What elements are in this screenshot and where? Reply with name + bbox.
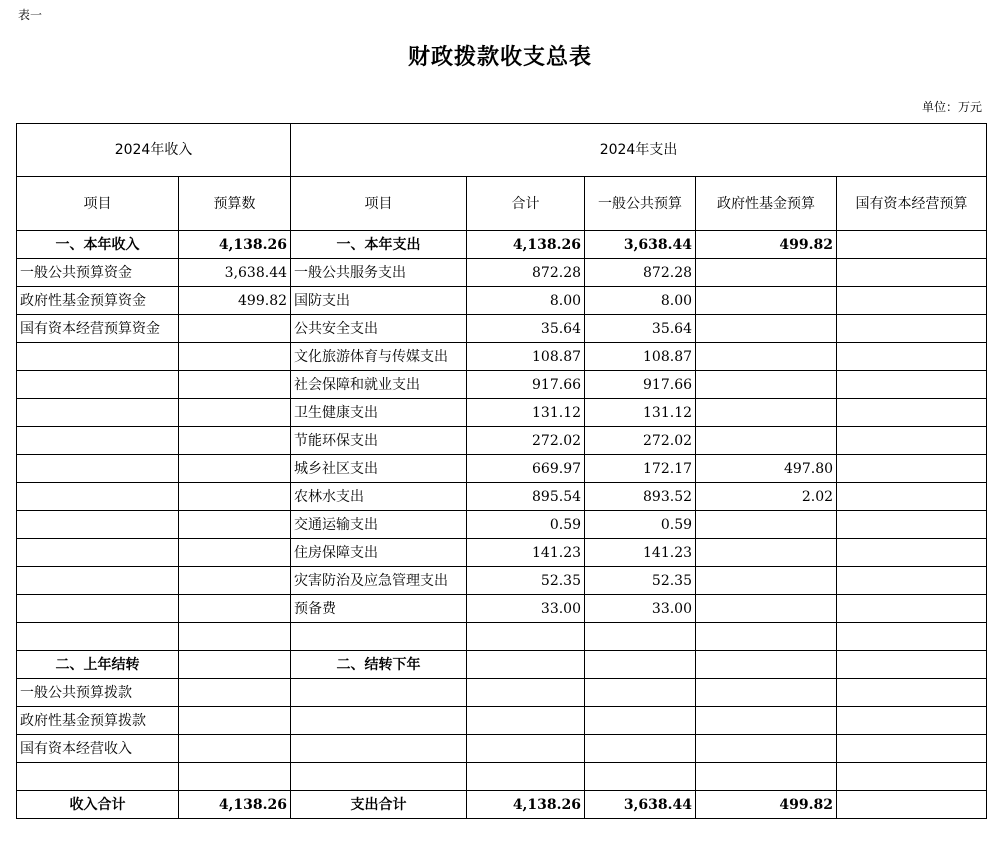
empty-cell: [837, 623, 987, 651]
empty-cell: [467, 651, 585, 679]
expense-item-label: 节能环保支出: [291, 427, 467, 455]
expense-item-fund: [696, 511, 837, 539]
current-expense-label: 一、本年支出: [291, 231, 467, 259]
empty-cell: [17, 399, 179, 427]
carryover-item-label: 政府性基金预算拨款: [17, 707, 179, 735]
table-row: [17, 595, 987, 623]
expense-item-label: 卫生健康支出: [291, 399, 467, 427]
expense-item-label: 一般公共服务支出: [291, 259, 467, 287]
expense-item-total: 131.12: [467, 399, 585, 427]
expense-group-header: 2024年支出: [291, 124, 987, 177]
empty-cell: [17, 427, 179, 455]
expense-item-header: 项目: [291, 177, 467, 231]
expense-item-label: 预备费: [291, 595, 467, 623]
empty-cell: [179, 455, 291, 483]
expense-item-state: [837, 483, 987, 511]
expense-item-general: 131.12: [585, 399, 696, 427]
empty-cell: [291, 735, 467, 763]
expense-item-general: 172.17: [585, 455, 696, 483]
table-row: [17, 455, 987, 483]
expense-item-total: 0.59: [467, 511, 585, 539]
expense-item-state: [837, 427, 987, 455]
empty-cell: [696, 623, 837, 651]
expense-item-fund: [696, 595, 837, 623]
empty-cell: [17, 623, 179, 651]
expense-item-general: 108.87: [585, 343, 696, 371]
empty-cell: [585, 735, 696, 763]
page-title: 财政拨款收支总表: [407, 44, 592, 70]
empty-cell: [837, 707, 987, 735]
empty-cell: [179, 371, 291, 399]
section-row-carryover: [17, 651, 987, 679]
table-label: 表一: [18, 8, 43, 22]
expense-item-general: 893.52: [585, 483, 696, 511]
fiscal-appropriation-summary-table: [16, 123, 987, 819]
income-item-amount: [179, 315, 291, 343]
empty-cell: [467, 707, 585, 735]
income-total-label: 收入合计: [17, 791, 179, 819]
empty-cell: [696, 735, 837, 763]
expense-item-general: 8.00: [585, 287, 696, 315]
general-budget-header: 一般公共预算: [585, 177, 696, 231]
expense-item-general: 917.66: [585, 371, 696, 399]
current-expense-fund: 499.82: [696, 231, 837, 259]
income-total-amount: 4,138.26: [179, 791, 291, 819]
expense-item-label: 文化旅游体育与传媒支出: [291, 343, 467, 371]
empty-cell: [696, 707, 837, 735]
expense-item-general: 141.23: [585, 539, 696, 567]
empty-cell: [291, 763, 467, 791]
expense-item-label: 灾害防治及应急管理支出: [291, 567, 467, 595]
expense-item-total: 895.54: [467, 483, 585, 511]
empty-cell: [179, 567, 291, 595]
totals-row: [17, 791, 987, 819]
empty-cell: [291, 623, 467, 651]
prior-carryover-label: 二、上年结转: [17, 651, 179, 679]
income-group-header: 2024年收入: [17, 124, 291, 177]
table-row: [17, 707, 987, 735]
income-item-label: 一般公共预算资金: [17, 259, 179, 287]
empty-cell: [179, 595, 291, 623]
carryover-item-amount: [179, 735, 291, 763]
current-income-amount: 4,138.26: [179, 231, 291, 259]
current-expense-state: [837, 231, 987, 259]
empty-cell: [585, 763, 696, 791]
table-row: [17, 399, 987, 427]
income-item-label: 政府性基金预算资金: [17, 287, 179, 315]
empty-cell: [837, 679, 987, 707]
income-item-header: 项目: [17, 177, 179, 231]
section-row-current: [17, 231, 987, 259]
blank-row: [17, 763, 987, 791]
table-row: [17, 511, 987, 539]
empty-cell: [467, 623, 585, 651]
table-row: [17, 567, 987, 595]
blank-row: [17, 623, 987, 651]
income-item-label: 国有资本经营预算资金: [17, 315, 179, 343]
expense-item-state: [837, 343, 987, 371]
expense-item-state: [837, 371, 987, 399]
expense-item-total: 52.35: [467, 567, 585, 595]
empty-cell: [291, 707, 467, 735]
expense-item-fund: [696, 539, 837, 567]
expense-total-label: 支出合计: [291, 791, 467, 819]
expense-item-total: 35.64: [467, 315, 585, 343]
empty-cell: [17, 763, 179, 791]
empty-cell: [467, 679, 585, 707]
expense-item-total: 108.87: [467, 343, 585, 371]
expense-item-total: 8.00: [467, 287, 585, 315]
expense-item-label: 住房保障支出: [291, 539, 467, 567]
expense-item-general: 872.28: [585, 259, 696, 287]
empty-cell: [17, 483, 179, 511]
current-income-label: 一、本年收入: [17, 231, 179, 259]
expense-item-total: 917.66: [467, 371, 585, 399]
current-expense-total: 4,138.26: [467, 231, 585, 259]
expense-item-general: 272.02: [585, 427, 696, 455]
column-header-row: [17, 177, 987, 231]
table-row: [17, 287, 987, 315]
empty-cell: [17, 511, 179, 539]
expense-item-state: [837, 287, 987, 315]
expense-item-state: [837, 539, 987, 567]
empty-cell: [179, 539, 291, 567]
expense-item-fund: [696, 259, 837, 287]
table-row: [17, 483, 987, 511]
empty-cell: [291, 679, 467, 707]
empty-cell: [179, 763, 291, 791]
current-expense-general: 3,638.44: [585, 231, 696, 259]
table-row: [17, 315, 987, 343]
table-row: [17, 259, 987, 287]
empty-cell: [179, 483, 291, 511]
empty-cell: [585, 679, 696, 707]
expense-item-state: [837, 399, 987, 427]
empty-cell: [467, 763, 585, 791]
table-row: [17, 371, 987, 399]
expense-item-fund: [696, 343, 837, 371]
expense-item-total: 272.02: [467, 427, 585, 455]
expense-item-state: [837, 567, 987, 595]
empty-cell: [17, 455, 179, 483]
empty-cell: [179, 511, 291, 539]
empty-cell: [179, 623, 291, 651]
expense-item-general: 52.35: [585, 567, 696, 595]
empty-cell: [179, 427, 291, 455]
empty-cell: [585, 651, 696, 679]
expense-item-state: [837, 595, 987, 623]
expense-item-state: [837, 315, 987, 343]
group-header-row: [17, 124, 987, 177]
carryover-item-label: 国有资本经营收入: [17, 735, 179, 763]
expense-item-state: [837, 259, 987, 287]
empty-cell: [179, 343, 291, 371]
expense-item-fund: [696, 567, 837, 595]
expense-item-label: 城乡社区支出: [291, 455, 467, 483]
income-item-amount: 499.82: [179, 287, 291, 315]
table-row: [17, 343, 987, 371]
carry-forward-label: 二、结转下年: [291, 651, 467, 679]
expense-total-fund: 499.82: [696, 791, 837, 819]
expense-item-label: 公共安全支出: [291, 315, 467, 343]
empty-cell: [179, 651, 291, 679]
carryover-item-amount: [179, 707, 291, 735]
table-row: [17, 539, 987, 567]
empty-cell: [696, 651, 837, 679]
expense-item-label: 交通运输支出: [291, 511, 467, 539]
carryover-item-label: 一般公共预算拨款: [17, 679, 179, 707]
expense-item-label: 社会保障和就业支出: [291, 371, 467, 399]
fund-budget-header: 政府性基金预算: [696, 177, 837, 231]
empty-cell: [837, 651, 987, 679]
empty-cell: [17, 595, 179, 623]
empty-cell: [837, 735, 987, 763]
empty-cell: [17, 371, 179, 399]
expense-total-general: 3,638.44: [585, 791, 696, 819]
expense-item-label: 农林水支出: [291, 483, 467, 511]
expense-item-fund: 497.80: [696, 455, 837, 483]
expense-total-total: 4,138.26: [467, 791, 585, 819]
empty-cell: [17, 539, 179, 567]
empty-cell: [837, 763, 987, 791]
empty-cell: [179, 399, 291, 427]
expense-item-fund: [696, 427, 837, 455]
table-row: [17, 679, 987, 707]
expense-item-general: 35.64: [585, 315, 696, 343]
expense-item-fund: [696, 287, 837, 315]
empty-cell: [17, 343, 179, 371]
income-item-amount: 3,638.44: [179, 259, 291, 287]
table-row: [17, 735, 987, 763]
expense-item-total: 669.97: [467, 455, 585, 483]
empty-cell: [696, 679, 837, 707]
expense-item-fund: [696, 371, 837, 399]
income-budget-header: 预算数: [179, 177, 291, 231]
total-header: 合计: [467, 177, 585, 231]
empty-cell: [585, 623, 696, 651]
unit-note: 单位：万元: [921, 100, 982, 114]
expense-item-state: [837, 455, 987, 483]
expense-item-total: 141.23: [467, 539, 585, 567]
expense-item-state: [837, 511, 987, 539]
empty-cell: [585, 707, 696, 735]
expense-item-general: 33.00: [585, 595, 696, 623]
expense-item-label: 国防支出: [291, 287, 467, 315]
expense-item-total: 872.28: [467, 259, 585, 287]
empty-cell: [17, 567, 179, 595]
empty-cell: [696, 763, 837, 791]
expense-item-fund: [696, 315, 837, 343]
state-capital-budget-header: 国有资本经营预算: [837, 177, 987, 231]
empty-cell: [467, 735, 585, 763]
expense-item-general: 0.59: [585, 511, 696, 539]
expense-item-fund: [696, 399, 837, 427]
table-row: [17, 427, 987, 455]
expense-item-fund: 2.02: [696, 483, 837, 511]
expense-item-total: 33.00: [467, 595, 585, 623]
carryover-item-amount: [179, 679, 291, 707]
expense-total-state: [837, 791, 987, 819]
